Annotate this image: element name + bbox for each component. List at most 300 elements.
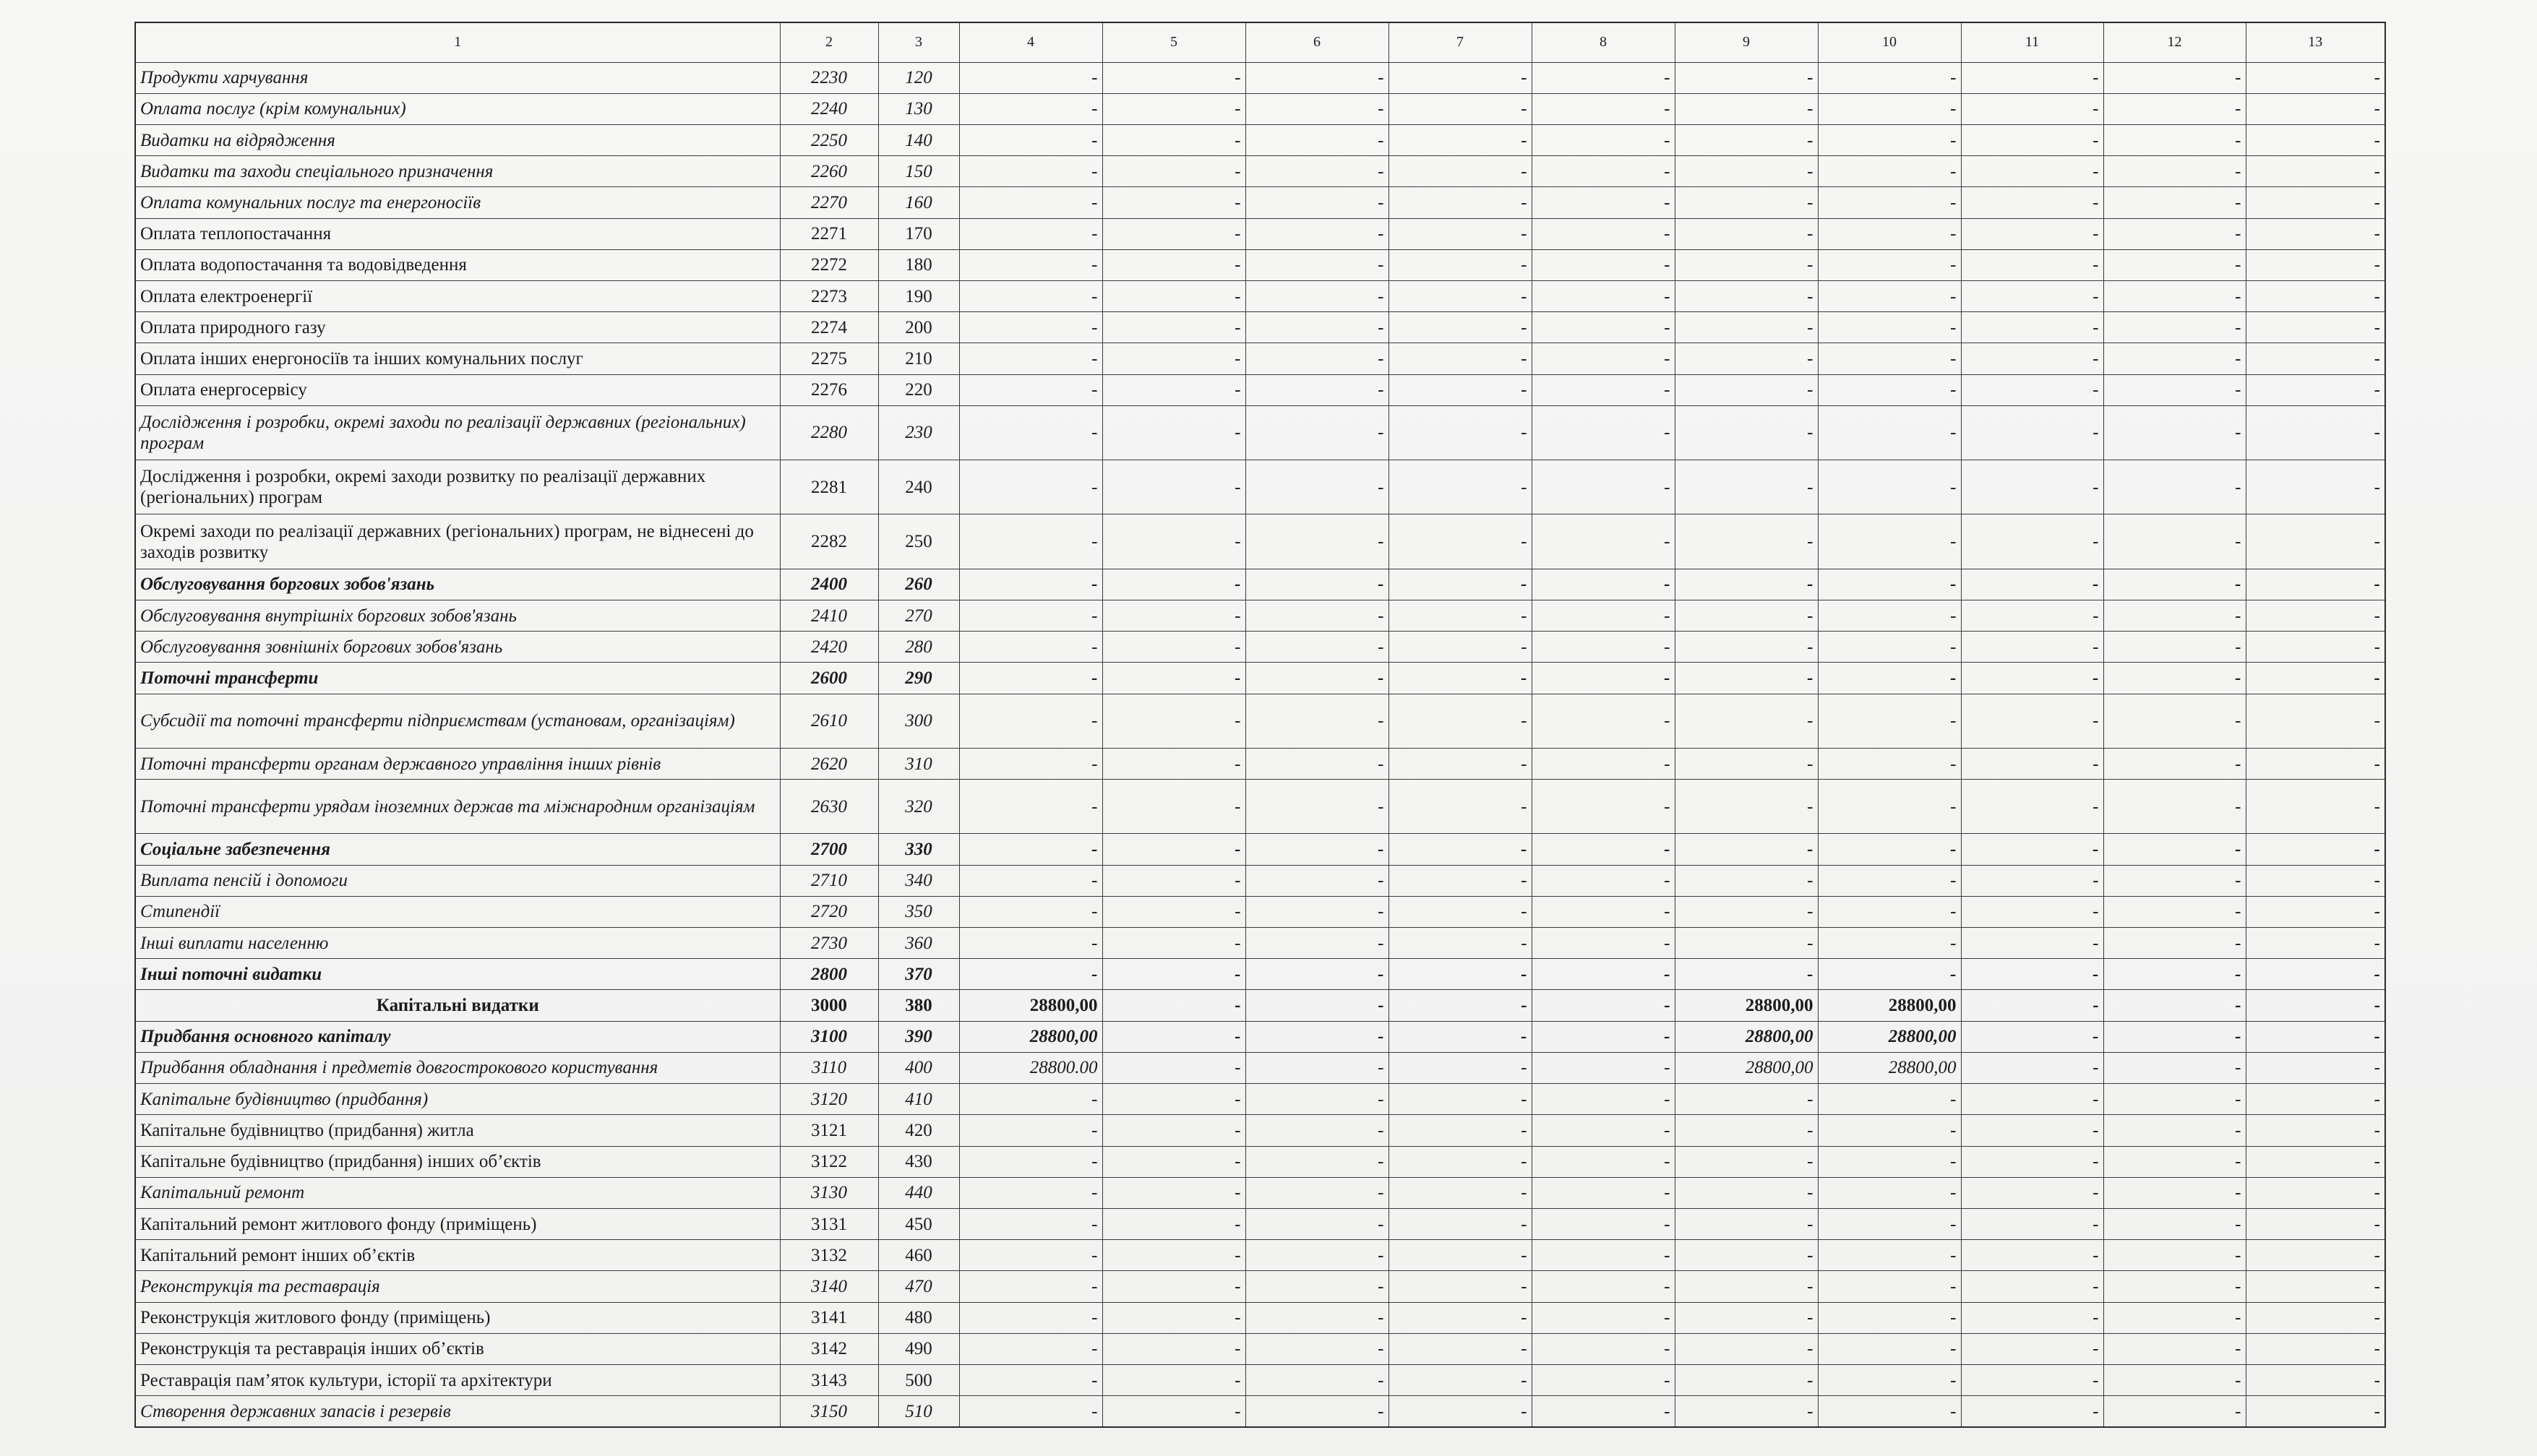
row-value-col-13: - xyxy=(2246,959,2385,990)
row-value-col-6: - xyxy=(1245,1052,1388,1083)
row-value-col-7: - xyxy=(1388,1052,1532,1083)
column-number-2: 2 xyxy=(780,22,878,62)
row-value-col-10: 28800,00 xyxy=(1818,1052,1961,1083)
row-value-col-13: - xyxy=(2246,124,2385,155)
row-value-col-9: 28800,00 xyxy=(1675,990,1818,1021)
row-name: Реконструкція житлового фонду (приміщень) xyxy=(135,1302,780,1333)
row-value-col-9: - xyxy=(1675,218,1818,249)
table-row xyxy=(135,249,2385,280)
row-value-col-4: - xyxy=(959,1364,1102,1395)
row-kekv-code: 3100 xyxy=(780,1021,878,1052)
row-value-col-9: - xyxy=(1675,748,1818,779)
row-value-col-13: - xyxy=(2246,1177,2385,1208)
row-value-col-9: - xyxy=(1675,1146,1818,1177)
table-row xyxy=(135,405,2385,460)
row-name: Придбання обладнання і предметів довгострокового користування xyxy=(135,1052,780,1083)
row-value-col-5: - xyxy=(1102,569,1245,600)
row-value-col-12: - xyxy=(2103,249,2246,280)
row-name: Оплата послуг (крім комунальних) xyxy=(135,93,780,124)
row-value-col-9: 28800,00 xyxy=(1675,1052,1818,1083)
row-value-col-11: - xyxy=(1961,928,2103,959)
column-number-12: 12 xyxy=(2103,22,2246,62)
row-name: Реконструкція та реставрація xyxy=(135,1271,780,1302)
row-value-col-4: - xyxy=(959,959,1102,990)
row-kekv-code: 2620 xyxy=(780,748,878,779)
row-value-col-6: - xyxy=(1245,959,1388,990)
row-value-col-7: - xyxy=(1388,1084,1532,1115)
row-value-col-10: - xyxy=(1818,1333,1961,1364)
row-value-col-5: - xyxy=(1102,1177,1245,1208)
row-value-col-6: - xyxy=(1245,374,1388,405)
row-value-col-10: - xyxy=(1818,187,1961,218)
row-value-col-4: - xyxy=(959,1396,1102,1427)
table-row xyxy=(135,1302,2385,1333)
table-row xyxy=(135,218,2385,249)
row-kekv-code: 3110 xyxy=(780,1052,878,1083)
row-value-col-11: - xyxy=(1961,1146,2103,1177)
row-value-col-8: - xyxy=(1532,1052,1675,1083)
row-name: Придбання основного капіталу xyxy=(135,1021,780,1052)
row-value-col-7: - xyxy=(1388,959,1532,990)
row-value-col-13: - xyxy=(2246,865,2385,896)
row-name: Інші виплати населенню xyxy=(135,928,780,959)
row-name: Стипендії xyxy=(135,896,780,927)
row-value-col-13: - xyxy=(2246,405,2385,460)
row-value-col-5: - xyxy=(1102,990,1245,1021)
row-value-col-12: - xyxy=(2103,514,2246,569)
row-value-col-13: - xyxy=(2246,1052,2385,1083)
row-value-col-12: - xyxy=(2103,62,2246,93)
row-line-code: 290 xyxy=(878,663,959,694)
row-name: Капітальне будівництво (придбання) інших об’єктів xyxy=(135,1146,780,1177)
row-value-col-12: - xyxy=(2103,1052,2246,1083)
row-line-code: 340 xyxy=(878,865,959,896)
row-value-col-5: - xyxy=(1102,514,1245,569)
row-value-col-6: - xyxy=(1245,748,1388,779)
row-value-col-4: - xyxy=(959,280,1102,311)
row-value-col-12: - xyxy=(2103,1177,2246,1208)
row-name: Поточні трансферти органам державного управління інших рівнів xyxy=(135,748,780,779)
row-value-col-9: - xyxy=(1675,1333,1818,1364)
row-value-col-9: - xyxy=(1675,780,1818,834)
table-row xyxy=(135,1084,2385,1115)
column-number-header xyxy=(135,22,2385,62)
row-value-col-12: - xyxy=(2103,1146,2246,1177)
row-value-col-9: - xyxy=(1675,600,1818,631)
row-kekv-code: 2271 xyxy=(780,218,878,249)
row-value-col-10: - xyxy=(1818,93,1961,124)
row-value-col-9: - xyxy=(1675,1208,1818,1239)
row-value-col-6: - xyxy=(1245,694,1388,748)
row-value-col-10: - xyxy=(1818,600,1961,631)
row-kekv-code: 2275 xyxy=(780,343,878,374)
row-value-col-11: - xyxy=(1961,405,2103,460)
row-value-col-5: - xyxy=(1102,663,1245,694)
row-line-code: 300 xyxy=(878,694,959,748)
row-value-col-12: - xyxy=(2103,865,2246,896)
row-value-col-10: - xyxy=(1818,312,1961,343)
row-value-col-5: - xyxy=(1102,124,1245,155)
table-row xyxy=(135,865,2385,896)
row-value-col-8: - xyxy=(1532,1364,1675,1395)
row-value-col-7: - xyxy=(1388,1271,1532,1302)
table-row xyxy=(135,694,2385,748)
row-value-col-11: - xyxy=(1961,694,2103,748)
row-value-col-4: - xyxy=(959,1084,1102,1115)
row-value-col-5: - xyxy=(1102,928,1245,959)
row-value-col-4: - xyxy=(959,748,1102,779)
row-value-col-12: - xyxy=(2103,312,2246,343)
row-value-col-8: - xyxy=(1532,780,1675,834)
row-value-col-9: - xyxy=(1675,694,1818,748)
row-value-col-13: - xyxy=(2246,374,2385,405)
row-value-col-13: - xyxy=(2246,1240,2385,1271)
row-value-col-13: - xyxy=(2246,514,2385,569)
table-row xyxy=(135,1271,2385,1302)
row-value-col-10: 28800,00 xyxy=(1818,1021,1961,1052)
row-value-col-8: - xyxy=(1532,1146,1675,1177)
row-value-col-8: - xyxy=(1532,865,1675,896)
row-value-col-6: - xyxy=(1245,1302,1388,1333)
table-row xyxy=(135,896,2385,927)
row-value-col-4: - xyxy=(959,249,1102,280)
row-value-col-5: - xyxy=(1102,1208,1245,1239)
column-number-5: 5 xyxy=(1102,22,1245,62)
row-value-col-7: - xyxy=(1388,990,1532,1021)
row-value-col-6: - xyxy=(1245,896,1388,927)
row-value-col-7: - xyxy=(1388,374,1532,405)
row-value-col-5: - xyxy=(1102,1271,1245,1302)
row-value-col-12: - xyxy=(2103,460,2246,514)
row-value-col-6: - xyxy=(1245,312,1388,343)
column-number-1: 1 xyxy=(135,22,780,62)
row-kekv-code: 2400 xyxy=(780,569,878,600)
row-value-col-7: - xyxy=(1388,1021,1532,1052)
row-value-col-7: - xyxy=(1388,1146,1532,1177)
row-value-col-8: - xyxy=(1532,1333,1675,1364)
row-value-col-10: - xyxy=(1818,156,1961,187)
row-value-col-4: - xyxy=(959,93,1102,124)
row-value-col-12: - xyxy=(2103,1208,2246,1239)
row-value-col-12: - xyxy=(2103,1302,2246,1333)
row-name: Реконструкція та реставрація інших об’єктів xyxy=(135,1333,780,1364)
row-value-col-9: - xyxy=(1675,632,1818,663)
row-name: Соціальне забезпечення xyxy=(135,834,780,865)
row-kekv-code: 2250 xyxy=(780,124,878,155)
row-kekv-code: 3142 xyxy=(780,1333,878,1364)
row-value-col-5: - xyxy=(1102,156,1245,187)
row-value-col-10: - xyxy=(1818,405,1961,460)
row-name: Оплата водопостачання та водовідведення xyxy=(135,249,780,280)
row-value-col-6: - xyxy=(1245,280,1388,311)
row-value-col-11: - xyxy=(1961,343,2103,374)
table-row xyxy=(135,663,2385,694)
row-value-col-6: - xyxy=(1245,600,1388,631)
row-value-col-9: 28800,00 xyxy=(1675,1021,1818,1052)
row-value-col-13: - xyxy=(2246,62,2385,93)
row-value-col-10: - xyxy=(1818,748,1961,779)
row-value-col-7: - xyxy=(1388,1115,1532,1146)
row-value-col-4: - xyxy=(959,374,1102,405)
row-line-code: 400 xyxy=(878,1052,959,1083)
row-value-col-8: - xyxy=(1532,460,1675,514)
row-value-col-7: - xyxy=(1388,218,1532,249)
row-value-col-5: - xyxy=(1102,218,1245,249)
row-value-col-12: - xyxy=(2103,748,2246,779)
row-value-col-4: - xyxy=(959,1177,1102,1208)
row-value-col-5: - xyxy=(1102,834,1245,865)
row-name: Видатки на відрядження xyxy=(135,124,780,155)
row-name: Оплата комунальних послуг та енергоносіїв xyxy=(135,187,780,218)
row-value-col-7: - xyxy=(1388,343,1532,374)
row-value-col-6: - xyxy=(1245,405,1388,460)
table-row xyxy=(135,1208,2385,1239)
row-value-col-10: - xyxy=(1818,865,1961,896)
row-value-col-12: - xyxy=(2103,218,2246,249)
row-value-col-6: - xyxy=(1245,156,1388,187)
row-value-col-7: - xyxy=(1388,632,1532,663)
row-value-col-5: - xyxy=(1102,1240,1245,1271)
row-value-col-7: - xyxy=(1388,156,1532,187)
row-name: Капітальний ремонт інших об’єктів xyxy=(135,1240,780,1271)
row-value-col-6: - xyxy=(1245,865,1388,896)
row-value-col-13: - xyxy=(2246,834,2385,865)
row-kekv-code: 2600 xyxy=(780,663,878,694)
row-kekv-code: 2282 xyxy=(780,514,878,569)
row-value-col-12: - xyxy=(2103,1115,2246,1146)
row-line-code: 190 xyxy=(878,280,959,311)
row-value-col-5: - xyxy=(1102,1333,1245,1364)
row-value-col-12: - xyxy=(2103,1271,2246,1302)
row-value-col-8: - xyxy=(1532,1177,1675,1208)
row-value-col-8: - xyxy=(1532,218,1675,249)
row-value-col-10: - xyxy=(1818,1177,1961,1208)
row-value-col-6: - xyxy=(1245,218,1388,249)
row-value-col-8: - xyxy=(1532,514,1675,569)
row-value-col-9: - xyxy=(1675,124,1818,155)
row-value-col-6: - xyxy=(1245,1021,1388,1052)
row-value-col-11: - xyxy=(1961,959,2103,990)
row-kekv-code: 2240 xyxy=(780,93,878,124)
table-row xyxy=(135,1240,2385,1271)
column-number-6: 6 xyxy=(1245,22,1388,62)
row-value-col-12: - xyxy=(2103,569,2246,600)
row-line-code: 310 xyxy=(878,748,959,779)
row-value-col-11: - xyxy=(1961,865,2103,896)
row-line-code: 410 xyxy=(878,1084,959,1115)
row-value-col-7: - xyxy=(1388,405,1532,460)
row-value-col-7: - xyxy=(1388,694,1532,748)
row-value-col-7: - xyxy=(1388,1302,1532,1333)
row-value-col-9: - xyxy=(1675,374,1818,405)
row-value-col-12: - xyxy=(2103,1333,2246,1364)
row-name: Виплата пенсій і допомоги xyxy=(135,865,780,896)
row-value-col-5: - xyxy=(1102,374,1245,405)
row-value-col-6: - xyxy=(1245,632,1388,663)
row-value-col-4: - xyxy=(959,1208,1102,1239)
row-value-col-10: - xyxy=(1818,1115,1961,1146)
row-value-col-7: - xyxy=(1388,663,1532,694)
row-value-col-4: - xyxy=(959,694,1102,748)
row-value-col-4: - xyxy=(959,632,1102,663)
row-value-col-9: - xyxy=(1675,312,1818,343)
row-line-code: 200 xyxy=(878,312,959,343)
row-value-col-11: - xyxy=(1961,1396,2103,1427)
row-value-col-11: - xyxy=(1961,1364,2103,1395)
row-value-col-11: - xyxy=(1961,124,2103,155)
row-value-col-5: - xyxy=(1102,896,1245,927)
row-value-col-7: - xyxy=(1388,1177,1532,1208)
row-value-col-11: - xyxy=(1961,156,2103,187)
row-value-col-13: - xyxy=(2246,1271,2385,1302)
row-value-col-6: - xyxy=(1245,834,1388,865)
row-value-col-5: - xyxy=(1102,1396,1245,1427)
row-value-col-8: - xyxy=(1532,156,1675,187)
row-value-col-13: - xyxy=(2246,569,2385,600)
column-number-4: 4 xyxy=(959,22,1102,62)
row-line-code: 370 xyxy=(878,959,959,990)
row-value-col-7: - xyxy=(1388,928,1532,959)
row-value-col-8: - xyxy=(1532,93,1675,124)
row-value-col-6: - xyxy=(1245,1396,1388,1427)
row-value-col-4: - xyxy=(959,896,1102,927)
row-value-col-8: - xyxy=(1532,312,1675,343)
row-value-col-12: - xyxy=(2103,1084,2246,1115)
row-value-col-6: - xyxy=(1245,1146,1388,1177)
column-number-3: 3 xyxy=(878,22,959,62)
row-value-col-9: - xyxy=(1675,1177,1818,1208)
row-line-code: 180 xyxy=(878,249,959,280)
row-value-col-5: - xyxy=(1102,1302,1245,1333)
row-value-col-9: - xyxy=(1675,93,1818,124)
row-line-code: 500 xyxy=(878,1364,959,1395)
row-value-col-12: - xyxy=(2103,663,2246,694)
row-value-col-5: - xyxy=(1102,600,1245,631)
row-value-col-13: - xyxy=(2246,928,2385,959)
row-value-col-4: - xyxy=(959,1333,1102,1364)
row-value-col-5: - xyxy=(1102,1084,1245,1115)
row-line-code: 420 xyxy=(878,1115,959,1146)
column-number-11: 11 xyxy=(1961,22,2103,62)
row-value-col-10: - xyxy=(1818,1084,1961,1115)
row-kekv-code: 3121 xyxy=(780,1115,878,1146)
row-value-col-8: - xyxy=(1532,632,1675,663)
table-row xyxy=(135,1364,2385,1395)
row-value-col-10: - xyxy=(1818,1302,1961,1333)
row-value-col-4: 28800,00 xyxy=(959,1021,1102,1052)
row-value-col-11: - xyxy=(1961,1333,2103,1364)
row-kekv-code: 2281 xyxy=(780,460,878,514)
row-kekv-code: 2273 xyxy=(780,280,878,311)
row-value-col-5: - xyxy=(1102,62,1245,93)
row-kekv-code: 3000 xyxy=(780,990,878,1021)
table-row xyxy=(135,156,2385,187)
row-value-col-4: - xyxy=(959,1302,1102,1333)
row-name: Оплата природного газу xyxy=(135,312,780,343)
row-value-col-8: - xyxy=(1532,1271,1675,1302)
row-value-col-10: - xyxy=(1818,514,1961,569)
row-value-col-4: - xyxy=(959,514,1102,569)
row-value-col-12: - xyxy=(2103,124,2246,155)
row-name: Видатки та заходи спеціального призначення xyxy=(135,156,780,187)
row-value-col-13: - xyxy=(2246,694,2385,748)
row-value-col-9: - xyxy=(1675,249,1818,280)
row-value-col-13: - xyxy=(2246,1021,2385,1052)
row-value-col-10: - xyxy=(1818,374,1961,405)
row-value-col-7: - xyxy=(1388,896,1532,927)
row-value-col-11: - xyxy=(1961,218,2103,249)
row-value-col-11: - xyxy=(1961,460,2103,514)
table-row xyxy=(135,1052,2385,1083)
row-value-col-13: - xyxy=(2246,600,2385,631)
row-line-code: 250 xyxy=(878,514,959,569)
row-value-col-12: - xyxy=(2103,1021,2246,1052)
row-value-col-11: - xyxy=(1961,569,2103,600)
row-name: Обслуговування внутрішніх боргових зобов'язань xyxy=(135,600,780,631)
table-row xyxy=(135,187,2385,218)
row-value-col-9: - xyxy=(1675,1364,1818,1395)
row-value-col-6: - xyxy=(1245,124,1388,155)
row-value-col-8: - xyxy=(1532,959,1675,990)
row-value-col-4: 28800,00 xyxy=(959,990,1102,1021)
row-value-col-13: - xyxy=(2246,780,2385,834)
row-value-col-11: - xyxy=(1961,312,2103,343)
row-value-col-6: - xyxy=(1245,1271,1388,1302)
row-value-col-8: - xyxy=(1532,600,1675,631)
table-row xyxy=(135,748,2385,779)
table-row xyxy=(135,1396,2385,1427)
row-kekv-code: 2630 xyxy=(780,780,878,834)
row-name: Реставрація пам’яток культури, історії та архітектури xyxy=(135,1364,780,1395)
row-value-col-6: - xyxy=(1245,460,1388,514)
row-value-col-4: - xyxy=(959,834,1102,865)
row-line-code: 240 xyxy=(878,460,959,514)
row-value-col-13: - xyxy=(2246,990,2385,1021)
row-value-col-12: - xyxy=(2103,632,2246,663)
row-value-col-5: - xyxy=(1102,405,1245,460)
row-value-col-11: - xyxy=(1961,1302,2103,1333)
row-value-col-11: - xyxy=(1961,632,2103,663)
row-kekv-code: 2800 xyxy=(780,959,878,990)
row-value-col-8: - xyxy=(1532,1302,1675,1333)
row-line-code: 230 xyxy=(878,405,959,460)
row-value-col-12: - xyxy=(2103,343,2246,374)
row-name: Дослідження і розробки, окремі заходи по реалізації державних (регіональних) програм xyxy=(135,405,780,460)
row-line-code: 390 xyxy=(878,1021,959,1052)
row-name: Субсидії та поточні трансферти підприємствам (установам, організаціям) xyxy=(135,694,780,748)
table-row xyxy=(135,280,2385,311)
row-value-col-6: - xyxy=(1245,1240,1388,1271)
row-kekv-code: 3143 xyxy=(780,1364,878,1395)
row-value-col-8: - xyxy=(1532,343,1675,374)
row-value-col-8: - xyxy=(1532,374,1675,405)
row-name: Інші поточні видатки xyxy=(135,959,780,990)
row-value-col-13: - xyxy=(2246,1333,2385,1364)
row-value-col-13: - xyxy=(2246,280,2385,311)
table-row xyxy=(135,1115,2385,1146)
row-kekv-code: 2730 xyxy=(780,928,878,959)
row-value-col-4: - xyxy=(959,312,1102,343)
row-value-col-10: - xyxy=(1818,218,1961,249)
row-value-col-9: - xyxy=(1675,187,1818,218)
row-value-col-6: - xyxy=(1245,1115,1388,1146)
row-value-col-12: - xyxy=(2103,990,2246,1021)
row-value-col-13: - xyxy=(2246,156,2385,187)
row-value-col-11: - xyxy=(1961,663,2103,694)
row-kekv-code: 2274 xyxy=(780,312,878,343)
row-value-col-4: - xyxy=(959,569,1102,600)
table-row xyxy=(135,460,2385,514)
